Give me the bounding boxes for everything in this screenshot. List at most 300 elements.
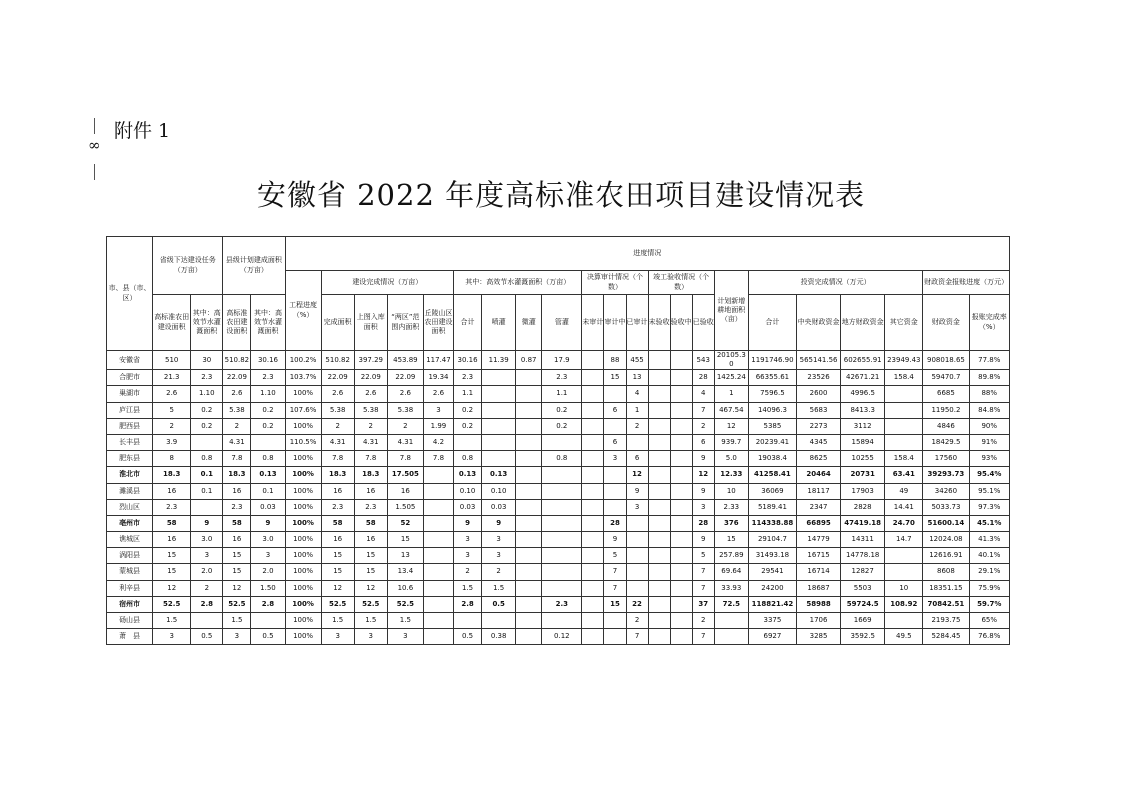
table-cell: 5.38 — [223, 402, 251, 418]
table-cell — [251, 613, 285, 629]
table-cell: 18.3 — [223, 467, 251, 483]
table-cell: 15 — [223, 548, 251, 564]
table-cell — [626, 548, 648, 564]
table-cell — [885, 402, 923, 418]
table-cell: 1.5 — [354, 613, 387, 629]
table-cell: 9 — [191, 515, 223, 531]
table-cell: 0.8 — [542, 451, 582, 467]
table-cell: 28 — [604, 515, 626, 531]
table-cell: 93% — [969, 451, 1010, 467]
table-row — [107, 532, 1010, 548]
table-cell: 1.10 — [191, 386, 223, 402]
table-cell — [885, 564, 923, 580]
table-row — [107, 351, 1010, 370]
table-row — [107, 515, 1010, 531]
table-cell: 118821.42 — [748, 596, 796, 612]
table-cell: 117.47 — [423, 351, 453, 370]
table-cell: 15 — [714, 532, 748, 548]
table-cell: 1.5 — [223, 613, 251, 629]
table-cell: 8 — [153, 451, 191, 467]
row-region-cell: 合肥市 — [107, 370, 153, 386]
table-cell: 0.5 — [454, 629, 482, 645]
table-cell: 4345 — [797, 434, 841, 450]
table-cell — [648, 629, 670, 645]
table-cell: 7 — [604, 564, 626, 580]
hdr-water-area: 其中：高效节水灌溉面积（万亩） — [454, 271, 582, 295]
table-cell: 110.5% — [285, 434, 321, 450]
table-cell: 24.70 — [885, 515, 923, 531]
table-cell — [482, 451, 516, 467]
table-cell: 15 — [387, 532, 423, 548]
table-cell — [670, 596, 692, 612]
table-cell: 52.5 — [387, 596, 423, 612]
table-cell: 0.5 — [191, 629, 223, 645]
table-cell: 2.6 — [387, 386, 423, 402]
table-cell: 9 — [692, 483, 714, 499]
table-cell — [670, 370, 692, 386]
table-cell: 23949.43 — [885, 351, 923, 370]
table-cell — [626, 532, 648, 548]
table-cell: 6685 — [923, 386, 969, 402]
table-cell: 2600 — [797, 386, 841, 402]
row-region-cell: 亳州市 — [107, 515, 153, 531]
table-cell: 14.41 — [885, 499, 923, 515]
table-cell: 1.50 — [251, 580, 285, 596]
table-cell — [423, 613, 453, 629]
table-cell: 52.5 — [321, 596, 354, 612]
table-cell: 100% — [285, 580, 321, 596]
table-cell: 37 — [692, 596, 714, 612]
table-cell — [648, 580, 670, 596]
table-cell — [542, 467, 582, 483]
table-cell — [582, 467, 604, 483]
table-cell: 49.5 — [885, 629, 923, 645]
table-cell: 3 — [482, 548, 516, 564]
table-cell: 89.8% — [969, 370, 1010, 386]
table-cell: 100% — [285, 596, 321, 612]
table-cell: 0.1 — [191, 467, 223, 483]
table-cell: 2.8 — [454, 596, 482, 612]
hdr-prov-task-total: 高标准农田建设面积 — [153, 295, 191, 351]
table-cell — [582, 613, 604, 629]
table-cell: 100.2% — [285, 351, 321, 370]
row-region-cell: 涡阳县 — [107, 548, 153, 564]
table-cell: 7.8 — [223, 451, 251, 467]
table-cell — [648, 564, 670, 580]
hdr-a-doing: 审计中 — [604, 295, 626, 351]
table-cell: 14.7 — [885, 532, 923, 548]
table-row — [107, 467, 1010, 483]
table-cell: 158.4 — [885, 370, 923, 386]
table-cell: 1.5 — [454, 580, 482, 596]
table-cell: 84.8% — [969, 402, 1010, 418]
table-cell — [582, 564, 604, 580]
table-cell: 8625 — [797, 451, 841, 467]
table-cell — [423, 515, 453, 531]
table-cell: 5683 — [797, 402, 841, 418]
table-cell: 2.3 — [542, 370, 582, 386]
table-cell: 100% — [285, 499, 321, 515]
table-cell: 1 — [714, 386, 748, 402]
table-row — [107, 402, 1010, 418]
hdr-prov-task-water: 其中：高效节水灌溉面积 — [191, 295, 223, 351]
table-cell: 2.6 — [423, 386, 453, 402]
table-cell: 5 — [604, 548, 626, 564]
table-cell: 14779 — [797, 532, 841, 548]
table-cell: 10 — [714, 483, 748, 499]
table-cell: 2.8 — [251, 596, 285, 612]
table-cell — [670, 499, 692, 515]
hdr-i-local: 地方财政资金 — [841, 295, 885, 351]
table-cell: 3 — [626, 499, 648, 515]
table-cell — [604, 386, 626, 402]
table-cell — [516, 548, 542, 564]
table-cell — [454, 434, 482, 450]
table-cell: 7 — [692, 629, 714, 645]
table-cell: 95.1% — [969, 483, 1010, 499]
table-cell: 97.3% — [969, 499, 1010, 515]
table-cell: 3 — [251, 548, 285, 564]
table-cell: 22.09 — [354, 370, 387, 386]
table-cell: 10255 — [841, 451, 885, 467]
hdr-county-plan: 县级计划建成面积（万亩） — [223, 237, 285, 295]
table-cell: 9 — [692, 532, 714, 548]
table-cell — [648, 386, 670, 402]
table-cell: 13.4 — [387, 564, 423, 580]
table-cell: 0.38 — [482, 629, 516, 645]
table-cell: 16 — [153, 483, 191, 499]
table-cell: 29541 — [748, 564, 796, 580]
table-cell: 0.10 — [482, 483, 516, 499]
table-cell: 100% — [285, 564, 321, 580]
table-cell: 6 — [692, 434, 714, 450]
table-cell — [604, 499, 626, 515]
table-cell: 3285 — [797, 629, 841, 645]
table-cell: 15 — [354, 564, 387, 580]
table-row — [107, 370, 1010, 386]
table-cell: 52.5 — [223, 596, 251, 612]
table-cell — [670, 548, 692, 564]
hdr-c-doing: 验收中 — [670, 295, 692, 351]
table-cell: 30.16 — [454, 351, 482, 370]
table-cell — [423, 548, 453, 564]
table-cell: 17903 — [841, 483, 885, 499]
table-cell: 13 — [626, 370, 648, 386]
table-cell: 22.09 — [223, 370, 251, 386]
table-cell: 51600.14 — [923, 515, 969, 531]
table-cell — [885, 613, 923, 629]
table-cell — [648, 434, 670, 450]
table-cell: 543 — [692, 351, 714, 370]
table-cell: 5.0 — [714, 451, 748, 467]
table-cell: 1425.24 — [714, 370, 748, 386]
table-cell — [648, 402, 670, 418]
table-cell: 0.2 — [542, 418, 582, 434]
table-cell: 47419.18 — [841, 515, 885, 531]
table-cell: 12 — [354, 580, 387, 596]
farmland-table — [106, 236, 1010, 645]
table-cell — [670, 351, 692, 370]
table-cell — [516, 613, 542, 629]
table-cell: 15 — [321, 548, 354, 564]
hdr-i-central: 中央财政资金 — [797, 295, 841, 351]
table-cell: 15 — [604, 370, 626, 386]
table-cell: 66895 — [797, 515, 841, 531]
table-cell: 6927 — [748, 629, 796, 645]
row-region-cell: 濉溪县 — [107, 483, 153, 499]
table-cell — [516, 499, 542, 515]
table-cell: 0.8 — [454, 451, 482, 467]
table-cell — [423, 532, 453, 548]
table-cell: 10 — [885, 580, 923, 596]
table-cell: 29.1% — [969, 564, 1010, 580]
table-cell — [648, 596, 670, 612]
table-cell: 7 — [692, 402, 714, 418]
hdr-w-spray: 喷灌 — [482, 295, 516, 351]
table-cell — [582, 351, 604, 370]
row-region-cell: 萧 县 — [107, 629, 153, 645]
table-cell: 45.1% — [969, 515, 1010, 531]
table-cell: 15 — [604, 596, 626, 612]
table-cell: 0.2 — [191, 418, 223, 434]
table-cell: 158.4 — [885, 451, 923, 467]
table-cell — [604, 483, 626, 499]
table-cell: 1.5 — [387, 613, 423, 629]
table-cell: 2.0 — [191, 564, 223, 580]
table-cell — [582, 532, 604, 548]
table-cell: 16 — [354, 483, 387, 499]
table-cell: 602655.91 — [841, 351, 885, 370]
row-region-cell: 肥东县 — [107, 451, 153, 467]
table-cell — [885, 548, 923, 564]
table-row — [107, 564, 1010, 580]
table-cell: 20239.41 — [748, 434, 796, 450]
table-cell: 9 — [626, 483, 648, 499]
table-cell — [516, 451, 542, 467]
table-cell: 18687 — [797, 580, 841, 596]
table-cell: 16 — [223, 483, 251, 499]
table-cell: 31493.18 — [748, 548, 796, 564]
table-cell: 12024.08 — [923, 532, 969, 548]
table-cell: 3 — [153, 629, 191, 645]
table-cell: 17.505 — [387, 467, 423, 483]
table-cell: 1.5 — [321, 613, 354, 629]
table-cell: 0.2 — [454, 418, 482, 434]
table-cell: 2828 — [841, 499, 885, 515]
table-cell: 0.10 — [454, 483, 482, 499]
hdr-progress: 进度情况 — [285, 237, 1009, 271]
table-cell: 14778.18 — [841, 548, 885, 564]
table-cell: 908018.65 — [923, 351, 969, 370]
table-cell: 42671.21 — [841, 370, 885, 386]
table-cell: 467.54 — [714, 402, 748, 418]
table-cell: 8413.3 — [841, 402, 885, 418]
table-cell: 565141.56 — [797, 351, 841, 370]
table-cell — [482, 402, 516, 418]
hdr-region: 市、县（市、区） — [107, 237, 153, 351]
table-cell — [648, 370, 670, 386]
table-cell: 4.31 — [223, 434, 251, 450]
table-cell: 100% — [285, 613, 321, 629]
table-cell: 16 — [223, 532, 251, 548]
table-cell: 0.8 — [251, 451, 285, 467]
table-cell — [542, 613, 582, 629]
table-cell: 29104.7 — [748, 532, 796, 548]
table-cell: 100% — [285, 629, 321, 645]
table-cell: 33.93 — [714, 580, 748, 596]
hdr-w-pipe: 管灌 — [542, 295, 582, 351]
table-cell: 376 — [714, 515, 748, 531]
table-cell: 510.82 — [223, 351, 251, 370]
table-cell — [648, 483, 670, 499]
row-region-cell: 庐江县 — [107, 402, 153, 418]
table-cell: 1.5 — [153, 613, 191, 629]
table-cell: 59724.5 — [841, 596, 885, 612]
table-cell — [582, 418, 604, 434]
table-cell — [423, 483, 453, 499]
table-cell — [516, 515, 542, 531]
table-cell: 2 — [482, 564, 516, 580]
table-cell: 0.2 — [251, 402, 285, 418]
table-cell — [423, 629, 453, 645]
table-cell — [626, 434, 648, 450]
table-cell: 18.3 — [354, 467, 387, 483]
table-cell: 4996.5 — [841, 386, 885, 402]
table-cell: 3 — [482, 532, 516, 548]
table-cell: 22.09 — [321, 370, 354, 386]
table-cell — [582, 386, 604, 402]
row-region-cell: 利辛县 — [107, 580, 153, 596]
table-cell: 39293.73 — [923, 467, 969, 483]
table-cell: 4.2 — [423, 434, 453, 450]
table-cell: 6 — [626, 451, 648, 467]
table-cell: 11.39 — [482, 351, 516, 370]
table-cell — [482, 370, 516, 386]
hdr-two-zones: “两区”范围内面积 — [387, 295, 423, 351]
document-title: 安徽省 2022 年度高标准农田项目建设情况表 — [256, 178, 866, 212]
hdr-c-done: 已验收 — [692, 295, 714, 351]
table-cell: 19038.4 — [748, 451, 796, 467]
table-cell — [714, 613, 748, 629]
table-cell: 9 — [251, 515, 285, 531]
table-cell: 1.99 — [423, 418, 453, 434]
table-cell: 18429.5 — [923, 434, 969, 450]
table-row — [107, 418, 1010, 434]
table-cell: 2.6 — [223, 386, 251, 402]
table-cell: 15894 — [841, 434, 885, 450]
table-cell: 3.9 — [153, 434, 191, 450]
table-cell — [626, 580, 648, 596]
table-cell — [516, 596, 542, 612]
table-cell: 5.38 — [387, 402, 423, 418]
hdr-i-total: 合计 — [748, 295, 796, 351]
table-cell: 20105.30 — [714, 351, 748, 370]
row-region-cell: 砀山县 — [107, 613, 153, 629]
table-cell — [670, 613, 692, 629]
hdr-a-done: 已审计 — [626, 295, 648, 351]
table-cell — [251, 434, 285, 450]
table-cell: 0.1 — [191, 483, 223, 499]
table-cell: 4846 — [923, 418, 969, 434]
table-cell: 4.31 — [321, 434, 354, 450]
table-cell: 4 — [626, 386, 648, 402]
table-cell: 5.38 — [321, 402, 354, 418]
hdr-hilly: 丘陵山区农田建设面积 — [423, 295, 453, 351]
table-cell — [670, 451, 692, 467]
table-cell: 114338.88 — [748, 515, 796, 531]
table-cell: 90% — [969, 418, 1010, 434]
table-cell: 30 — [191, 351, 223, 370]
table-cell: 7 — [692, 580, 714, 596]
table-row — [107, 548, 1010, 564]
table-row — [107, 434, 1010, 450]
table-cell: 12 — [714, 418, 748, 434]
table-cell — [542, 434, 582, 450]
row-region-cell: 长丰县 — [107, 434, 153, 450]
table-cell: 95.4% — [969, 467, 1010, 483]
table-cell: 5 — [153, 402, 191, 418]
table-row — [107, 580, 1010, 596]
table-cell: 7.8 — [423, 451, 453, 467]
table-cell: 2 — [354, 418, 387, 434]
table-cell: 12616.91 — [923, 548, 969, 564]
table-cell — [516, 386, 542, 402]
table-cell — [582, 483, 604, 499]
table-cell — [482, 434, 516, 450]
table-cell: 3 — [191, 548, 223, 564]
hdr-prov-task: 省级下达建设任务（万亩） — [153, 237, 223, 295]
table-cell: 12 — [692, 467, 714, 483]
table-cell: 13 — [387, 548, 423, 564]
table-cell — [582, 434, 604, 450]
table-cell: 1669 — [841, 613, 885, 629]
table-cell: 17.9 — [542, 351, 582, 370]
table-cell: 100% — [285, 451, 321, 467]
table-cell: 7.8 — [321, 451, 354, 467]
table-cell: 4 — [692, 386, 714, 402]
table-cell: 58 — [321, 515, 354, 531]
table-cell: 72.5 — [714, 596, 748, 612]
table-cell: 2 — [692, 418, 714, 434]
table-cell: 1.505 — [387, 499, 423, 515]
table-cell: 7.8 — [354, 451, 387, 467]
table-cell: 16 — [321, 532, 354, 548]
table-cell — [885, 418, 923, 434]
table-cell: 40.1% — [969, 548, 1010, 564]
hdr-done-area: 完成面积 — [321, 295, 354, 351]
table-cell: 34260 — [923, 483, 969, 499]
table-cell: 1706 — [797, 613, 841, 629]
table-cell — [516, 434, 542, 450]
table-cell: 455 — [626, 351, 648, 370]
table-cell: 6 — [604, 402, 626, 418]
table-cell: 66355.61 — [748, 370, 796, 386]
table-cell: 17560 — [923, 451, 969, 467]
table-cell: 0.87 — [516, 351, 542, 370]
table-cell: 0.03 — [482, 499, 516, 515]
table-cell: 2 — [387, 418, 423, 434]
table-cell — [516, 370, 542, 386]
table-cell — [582, 499, 604, 515]
hdr-audit: 决算审计情况（个数） — [582, 271, 648, 295]
table-cell: 7 — [626, 629, 648, 645]
table-cell: 100% — [285, 548, 321, 564]
table-cell — [423, 467, 453, 483]
table-cell — [191, 499, 223, 515]
table-row — [107, 386, 1010, 402]
table-cell: 0.03 — [454, 499, 482, 515]
table-cell: 0.2 — [542, 402, 582, 418]
